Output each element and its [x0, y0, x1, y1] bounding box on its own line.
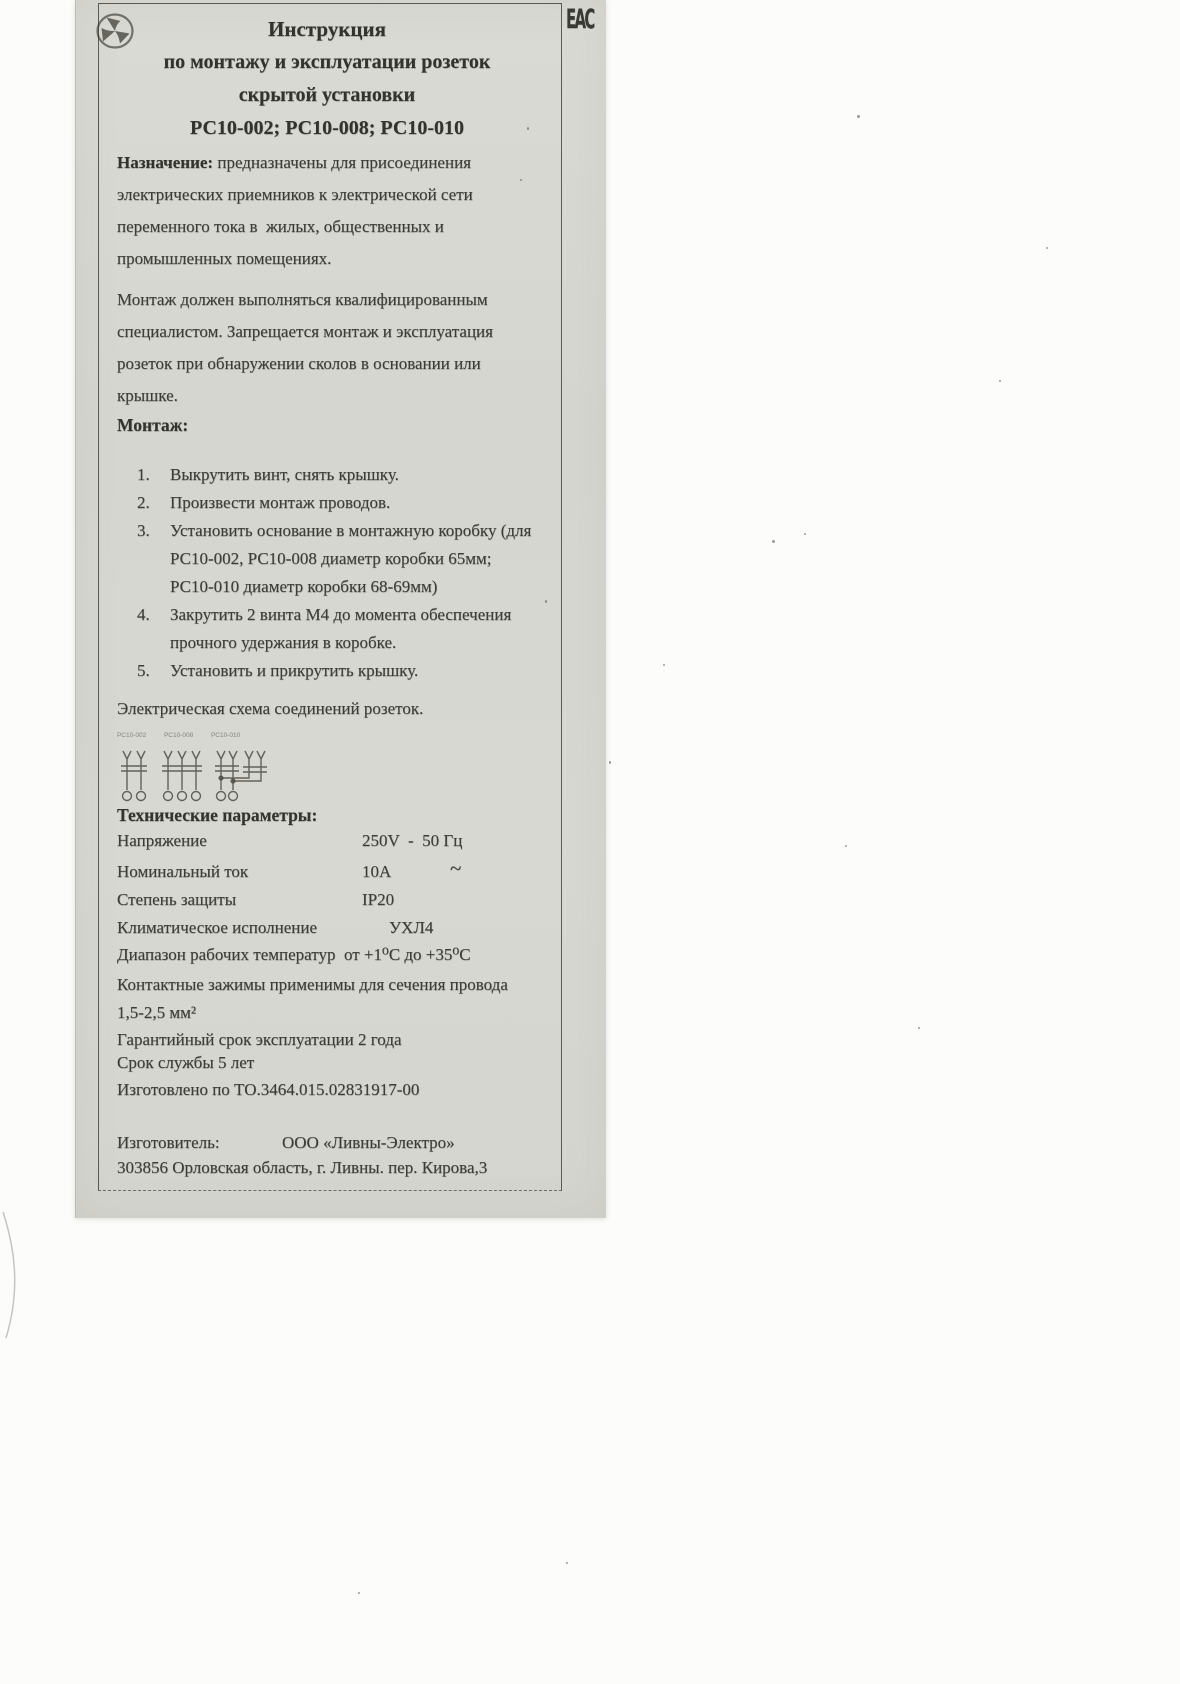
step-text: Установить основание в монтажную коробку (для РС10-002, РС10-008 диаметр коробки 65мм; РС10-010 диаметр коробки 68-69мм): [170, 521, 536, 596]
manufacturer-label: Изготовитель:: [117, 1133, 220, 1152]
param-value: 10А: [362, 862, 392, 881]
schema-caption: Электрическая схема соединений розеток.: [117, 699, 424, 718]
montage-steps-list: [117, 461, 537, 685]
step-text: Выкрутить винт, снять крышку.: [170, 465, 399, 484]
doc-title: Инструкция: [268, 17, 386, 41]
param-row-current: [117, 858, 537, 886]
purpose-text: предназначены для присоединения электрических приемников к электрической сети переменного тока в жилых, общественных и промышленных помещениях.: [117, 153, 478, 268]
scan-speck: [520, 179, 522, 181]
purpose-paragraph: [117, 147, 537, 275]
warning-paragraph: Монтаж должен выполняться квалифицированным специалистом. Запрещается монтаж и эксплуатация розеток при обнаружении сколов в основании или крышке.: [117, 290, 498, 405]
param-value: IP20: [362, 890, 395, 909]
doc-models: РС10-002; РС10-008; РС10-010: [189, 117, 464, 139]
step-text: Установить и прикрутить крышку.: [170, 661, 419, 680]
step-text: Закрутить 2 винта М4 до момента обеспечения прочного удержания в коробке.: [170, 605, 516, 652]
doc-subtitle-1: по монтажу и эксплуатации розеток: [163, 51, 491, 73]
schematic-pc10-010-icon: [213, 745, 267, 807]
param-value: УХЛ4: [389, 918, 434, 937]
doc-subtitle-2: скрытой установки: [238, 84, 416, 106]
schema-label: РС10-008: [164, 732, 194, 739]
step-number: 4.: [137, 605, 150, 624]
scan-speck: [918, 1027, 920, 1029]
schema-label: РС10-010: [211, 732, 241, 739]
scan-speck: [358, 1592, 360, 1594]
manufacturer-row: [117, 1129, 537, 1157]
step-number: 2.: [137, 493, 150, 512]
manufacturer-name: ООО «Ливны-Электро»: [282, 1133, 455, 1152]
page-curl-line: [0, 1200, 30, 1350]
list-item: [117, 461, 537, 489]
list-item: [117, 517, 537, 601]
ac-tilde-symbol: ~: [450, 856, 462, 880]
schema-model-labels: [117, 732, 537, 739]
param-label: Номинальный ток: [117, 862, 249, 881]
step-number: 3.: [137, 521, 150, 540]
document-header: [117, 13, 537, 145]
param-value: 250V - 50 Гц: [362, 831, 463, 850]
montage-heading: Монтаж:: [117, 415, 189, 435]
param-line-guarantee: Гарантийный срок эксплуатации 2 года: [117, 1030, 402, 1049]
scan-speck: [609, 761, 611, 764]
param-row-protection: [117, 886, 537, 914]
scan-speck: [772, 540, 775, 543]
scan-speck: [857, 115, 860, 118]
step-number: 5.: [137, 661, 150, 680]
document-frame: [98, 3, 562, 1191]
step-number: 1.: [137, 465, 150, 484]
scan-speck: [545, 600, 547, 603]
schematic-pc10-002-icon: [117, 745, 151, 807]
param-row-climate: [117, 914, 537, 942]
schema-label: РС10-002: [117, 732, 147, 739]
scan-speck: [1046, 247, 1048, 249]
scan-speck: [527, 127, 529, 130]
param-label: Напряжение: [117, 831, 207, 850]
scan-speck: [566, 1562, 568, 1564]
param-line-temperature: Диапазон рабочих температур от +1⁰С до +35⁰С: [117, 945, 471, 964]
param-row-voltage: [117, 827, 537, 855]
scan-speck: [804, 533, 806, 535]
instruction-sheet: [75, 0, 606, 1218]
param-label: Степень защиты: [117, 890, 237, 909]
purpose-label: Назначение:: [117, 153, 214, 172]
scan-speck: [999, 380, 1001, 382]
scan-speck: [845, 845, 847, 847]
param-line-wire-section: Контактные зажимы применимы для сечения провода 1,5-2,5 мм²: [117, 975, 513, 1022]
list-item: [117, 601, 537, 657]
list-item: [117, 489, 537, 517]
params-heading: Технические параметры:: [117, 805, 318, 825]
scan-speck: [663, 664, 665, 666]
eac-mark-icon: ЕАС: [566, 4, 594, 35]
list-item: [117, 657, 537, 685]
step-text: Произвести монтаж проводов.: [170, 493, 391, 512]
param-label: Климатическое исполнение: [117, 918, 318, 937]
param-line-spec-number: Изготовлено по ТО.3464.015.02831917-00: [117, 1080, 420, 1099]
schematic-pc10-008-icon: [160, 745, 204, 807]
manufacturer-address: 303856 Орловская область, г. Ливны. пер. Кирова,3: [117, 1158, 488, 1177]
wiring-schematics: [117, 745, 537, 807]
param-line-service-life: Срок службы 5 лет: [117, 1053, 255, 1072]
